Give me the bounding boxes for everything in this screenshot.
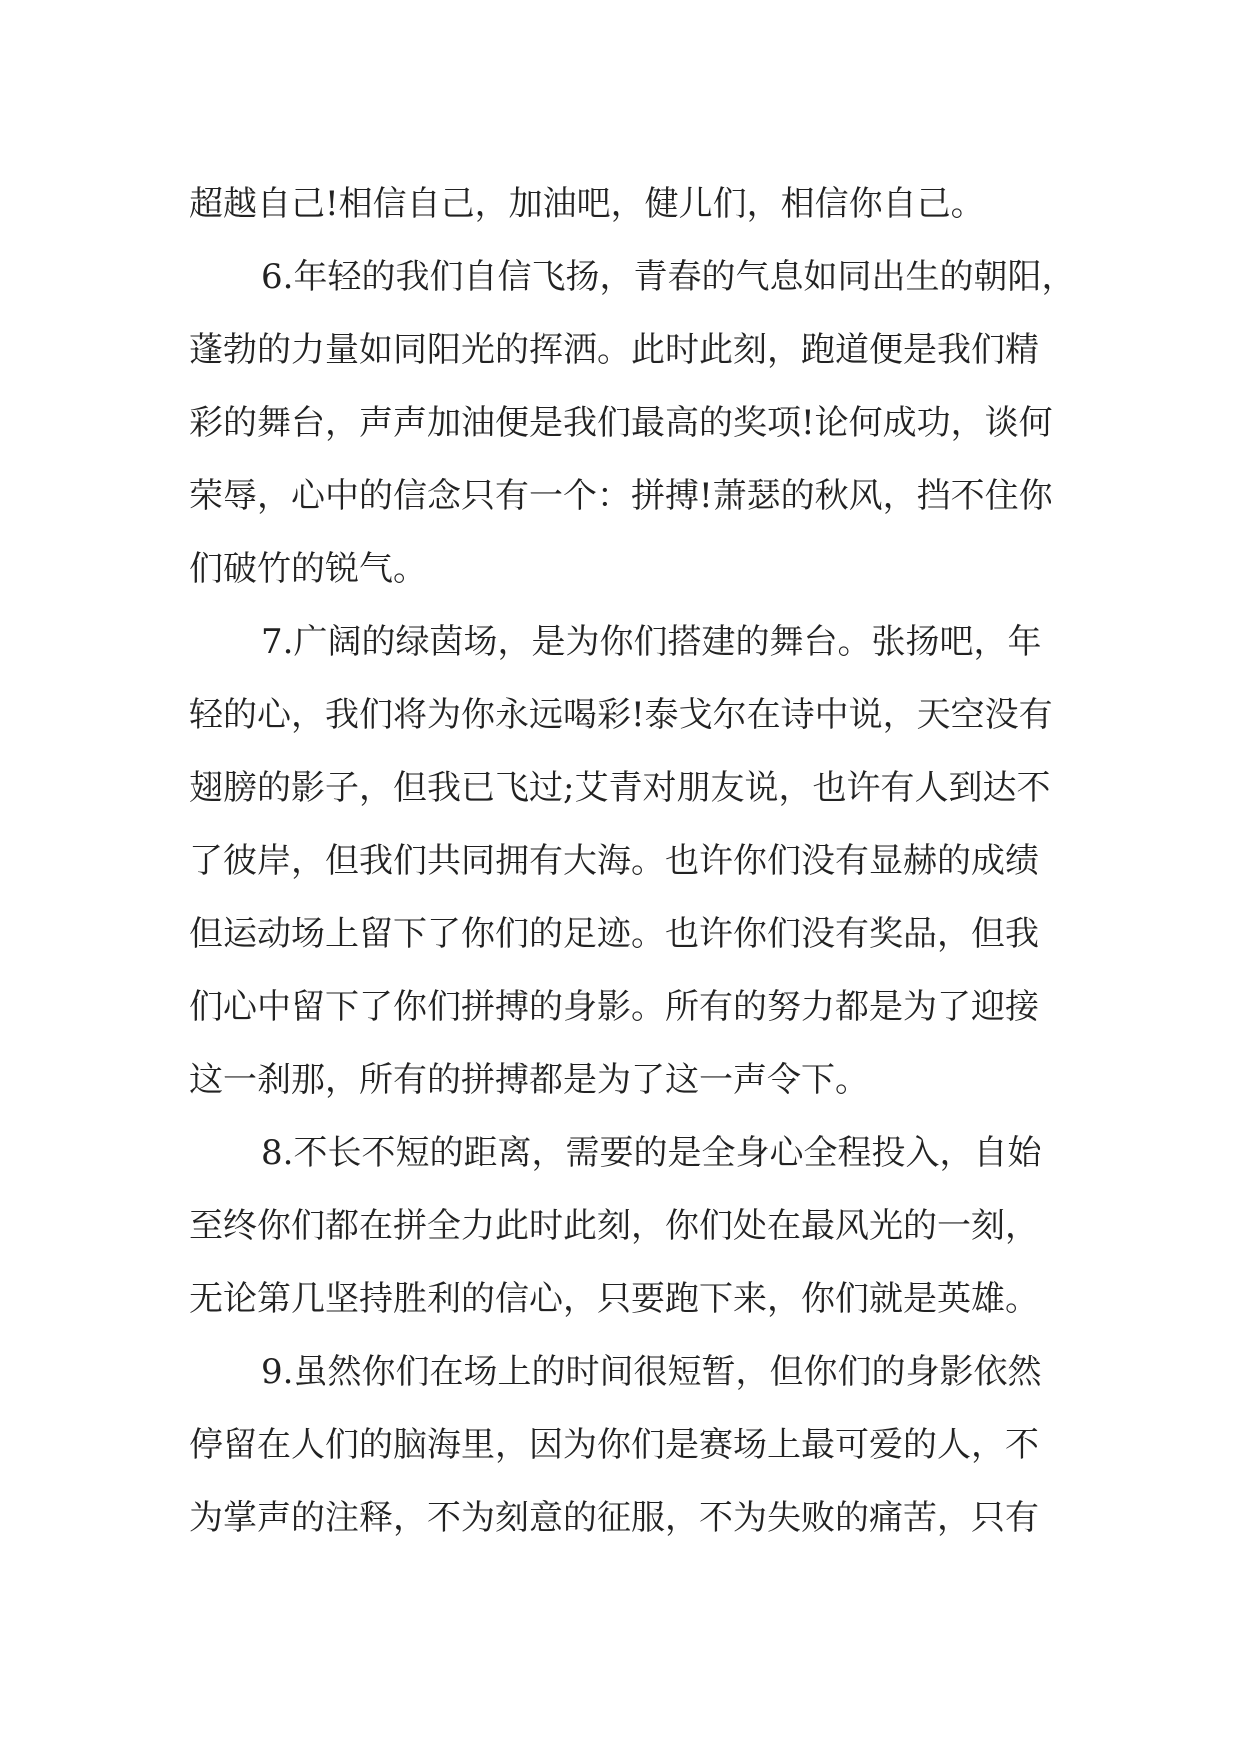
text-line: 彩的舞台，声声加油便是我们最高的奖项!论何成功，谈何 <box>189 403 1053 443</box>
text-line: 这一刹那，所有的拼搏都是为了这一声令下。 <box>189 1060 869 1100</box>
text-line: 无论第几坚持胜利的信心，只要跑下来，你们就是英雄。 <box>189 1279 1039 1319</box>
text-line: 们破竹的锐气。 <box>189 549 427 589</box>
paragraph-7-start: 7.广阔的绿茵场，是为你们搭建的舞台。张扬吧，年 <box>261 622 1042 662</box>
text-line: 停留在人们的脑海里，因为你们是赛场上最可爱的人，不 <box>189 1425 1039 1465</box>
text-line: 为掌声的注释，不为刻意的征服，不为失败的痛苦，只有 <box>189 1498 1039 1538</box>
paragraph-8-start: 8.不长不短的距离，需要的是全身心全程投入，自始 <box>261 1133 1042 1173</box>
body-text <box>189 168 1076 1555</box>
text-line: 至终你们都在拼全力此时此刻，你们处在最风光的一刻， <box>189 1206 1039 1246</box>
text-line: 但运动场上留下了你们的足迹。也许你们没有奖品，但我 <box>189 914 1039 954</box>
text-line: 荣辱，心中的信念只有一个：拼搏!萧瑟的秋风，挡不住你 <box>189 476 1053 516</box>
text-line: 超越自己!相信自己，加油吧，健儿们，相信你自己。 <box>189 184 985 224</box>
text-line: 翅膀的影子，但我已飞过;艾青对朋友说，也许有人到达不 <box>189 768 1051 808</box>
text-line: 蓬勃的力量如同阳光的挥洒。此时此刻，跑道便是我们精 <box>189 330 1039 370</box>
text-line: 轻的心，我们将为你永远喝彩!泰戈尔在诗中说，天空没有 <box>189 695 1053 735</box>
paragraph-6-start: 6.年轻的我们自信飞扬，青春的气息如同出生的朝阳， <box>261 257 1076 297</box>
text-line: 了彼岸，但我们共同拥有大海。也许你们没有显赫的成绩 <box>189 841 1039 881</box>
paragraph-9-start: 9.虽然你们在场上的时间很短暂，但你们的身影依然 <box>261 1352 1042 1392</box>
text-line: 们心中留下了你们拼搏的身影。所有的努力都是为了迎接 <box>189 987 1039 1027</box>
